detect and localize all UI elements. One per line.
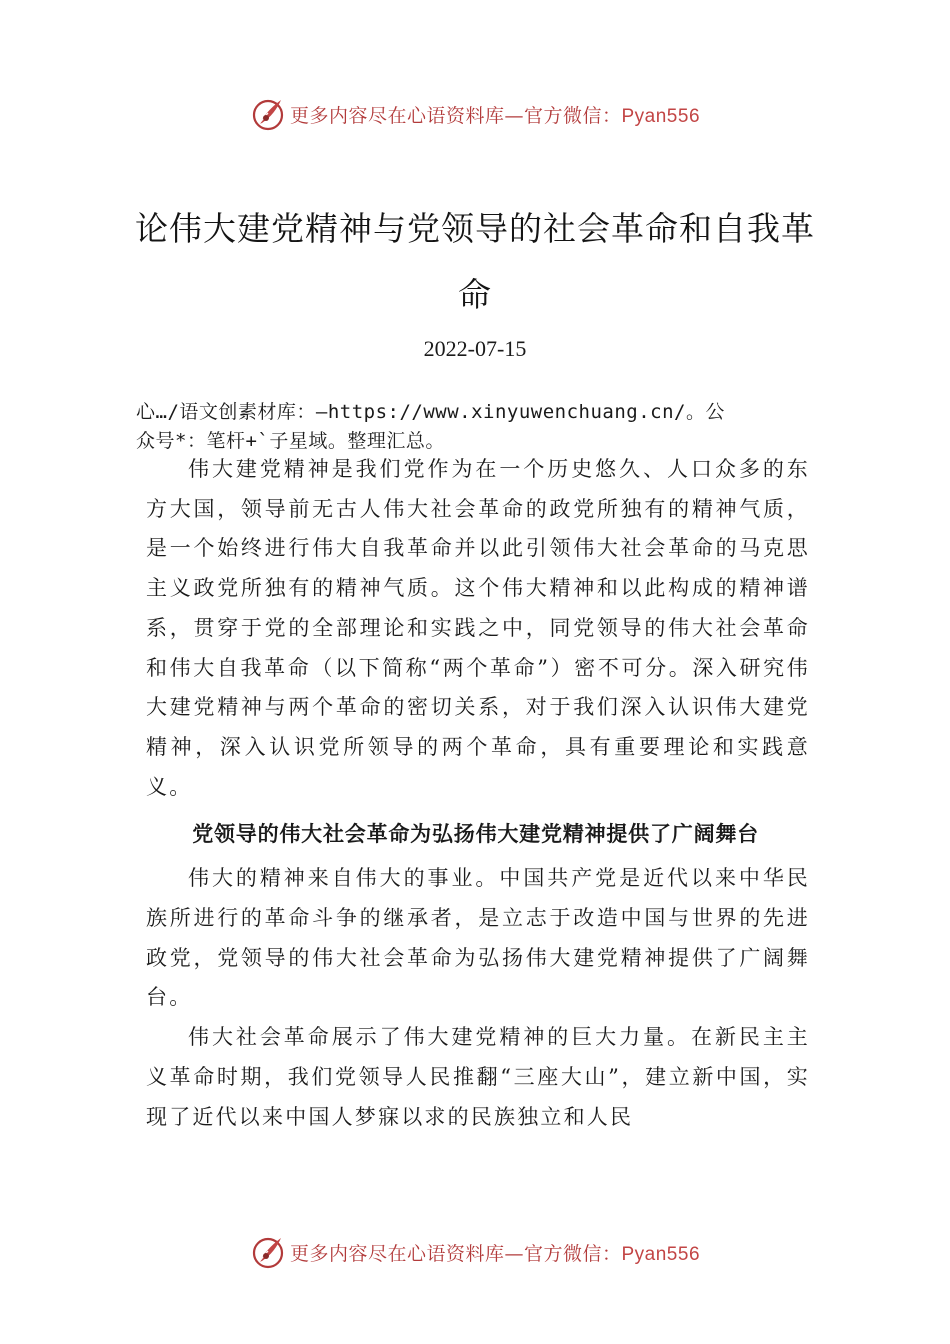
document-body [146, 450, 810, 1137]
document-title: 论伟大建党精神与党领导的社会革命和自我革命 [135, 209, 815, 314]
source-note [136, 398, 836, 456]
header-banner [0, 94, 950, 134]
banner-label: 更多内容尽在心语资料库—官方微信： [289, 1242, 622, 1265]
footer-banner [0, 1232, 950, 1272]
paragraph-1: 伟大建党精神是我们党作为在一个历史悠久、人口众多的东方大国，领导前无古人伟大社会革命的政党所独有的精神气质，是一个始终进行伟大自我革命并以此引领伟大社会革命的马克思主义政党所独有的精神气质。这个伟大精神和以此构成的精神谱系，贯穿于党的全部理论和实践之中，同党领导的伟大社会革命和伟大自我革命（以下简称“两个革命”）密不可分。深入研究伟大建党精神与两个革命的密切关系，对于我们深入认识伟大建党精神，深入认识党所领导的两个革命，具有重要理论和实践意义。 [146, 457, 810, 799]
source-line-2: 众号*：笔杆+`子星域。整理汇总。 [136, 430, 445, 452]
quill-pen-logo-icon [250, 96, 286, 132]
banner-wechat-id: Pyan556 [621, 105, 701, 127]
banner-text [290, 101, 700, 128]
document-date: 2022-07-15 [423, 336, 527, 361]
banner-wechat-id: Pyan556 [621, 1243, 701, 1265]
paragraph-3: 伟大社会革命展示了伟大建党精神的巨大力量。在新民主主义革命时期，我们党领导人民推翻“三座大山”，建立新中国，实现了近代以来中国人梦寐以求的民族独立和人民 [146, 1025, 810, 1129]
banner-label: 更多内容尽在心语资料库—官方微信： [289, 104, 622, 127]
paragraph-2: 伟大的精神来自伟大的事业。中国共产党是近代以来中华民族所进行的革命斗争的继承者，是立志于改造中国与世界的先进政党，党领导的伟大社会革命为弘扬伟大建党精神提供了广阔舞台。 [146, 866, 810, 1010]
section-heading-1: 党领导的伟大社会革命为弘扬伟大建党精神提供了广阔舞台 [192, 822, 759, 847]
quill-pen-logo-icon [250, 1234, 286, 1270]
source-line-1: 心…/语文创素材库：—https://www.xinyuwenchuang.cn/。公 [136, 401, 725, 423]
banner-text [290, 1239, 700, 1266]
